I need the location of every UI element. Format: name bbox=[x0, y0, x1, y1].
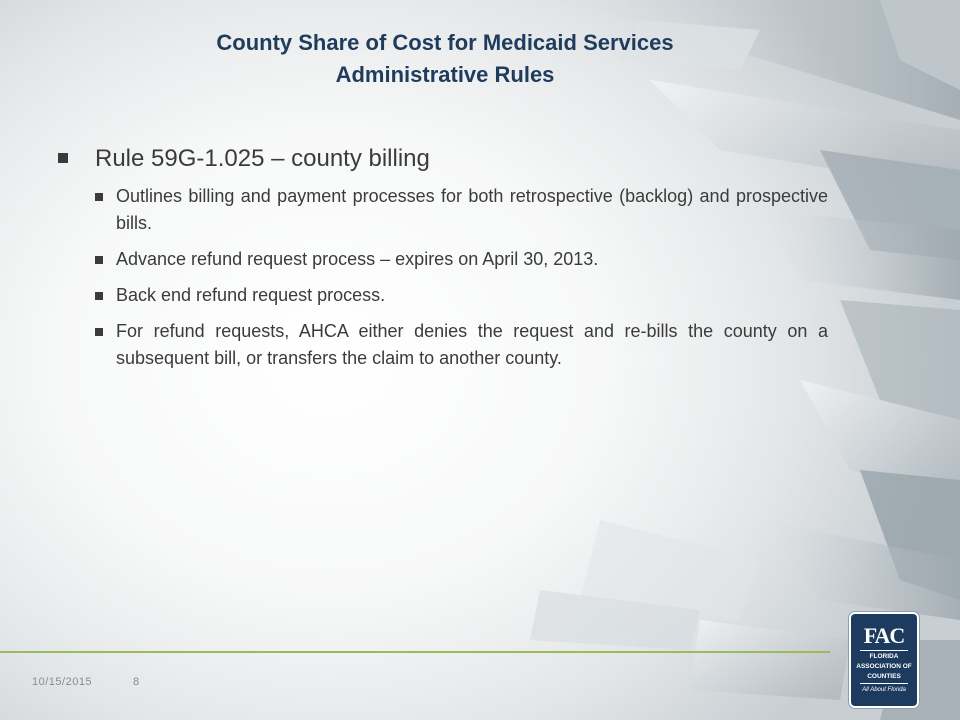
square-bullet-icon bbox=[95, 193, 103, 201]
footer-divider bbox=[0, 651, 830, 653]
sub-bullet-item bbox=[95, 183, 828, 237]
square-bullet-icon bbox=[58, 153, 68, 163]
square-bullet-icon bbox=[95, 328, 103, 336]
sub-bullet-item bbox=[95, 282, 828, 309]
sub-bullet-item bbox=[95, 318, 828, 372]
logo-tagline: All About Florida bbox=[862, 687, 906, 693]
sub-bullet-text: Outlines billing and payment processes for both retrospective (backlog) and prospective bills. bbox=[116, 186, 828, 233]
slide-subtitle: Administrative Rules bbox=[335, 62, 555, 87]
slide-title: County Share of Cost for Medicaid Services bbox=[216, 30, 674, 55]
sub-bullet-item bbox=[95, 246, 828, 273]
footer-date: 10/15/2015 bbox=[32, 676, 93, 688]
page-number: 8 bbox=[133, 676, 140, 688]
sub-bullet-text: Back end refund request process. bbox=[116, 285, 386, 305]
logo-name-line1: FLORIDA bbox=[869, 653, 899, 660]
square-bullet-icon bbox=[95, 256, 103, 264]
logo-name-line3: COUNTIES bbox=[867, 673, 901, 680]
logo-abbreviation: FAC bbox=[863, 623, 905, 648]
square-bullet-icon bbox=[95, 292, 103, 300]
sub-bullet-text: Advance refund request process – expires on April 30, 2013. bbox=[116, 249, 599, 269]
main-bullet-text: Rule 59G-1.025 – county billing bbox=[95, 145, 430, 172]
logo-name-line2: ASSOCIATION OF bbox=[856, 663, 912, 670]
content-list bbox=[58, 143, 828, 381]
sub-bullet-text: For refund requests, AHCA either denies the request and re-bills the county on a subsequent bill, or transfers the claim to another county. bbox=[116, 321, 828, 368]
fac-logo bbox=[849, 612, 919, 708]
main-bullet-item bbox=[58, 143, 828, 175]
